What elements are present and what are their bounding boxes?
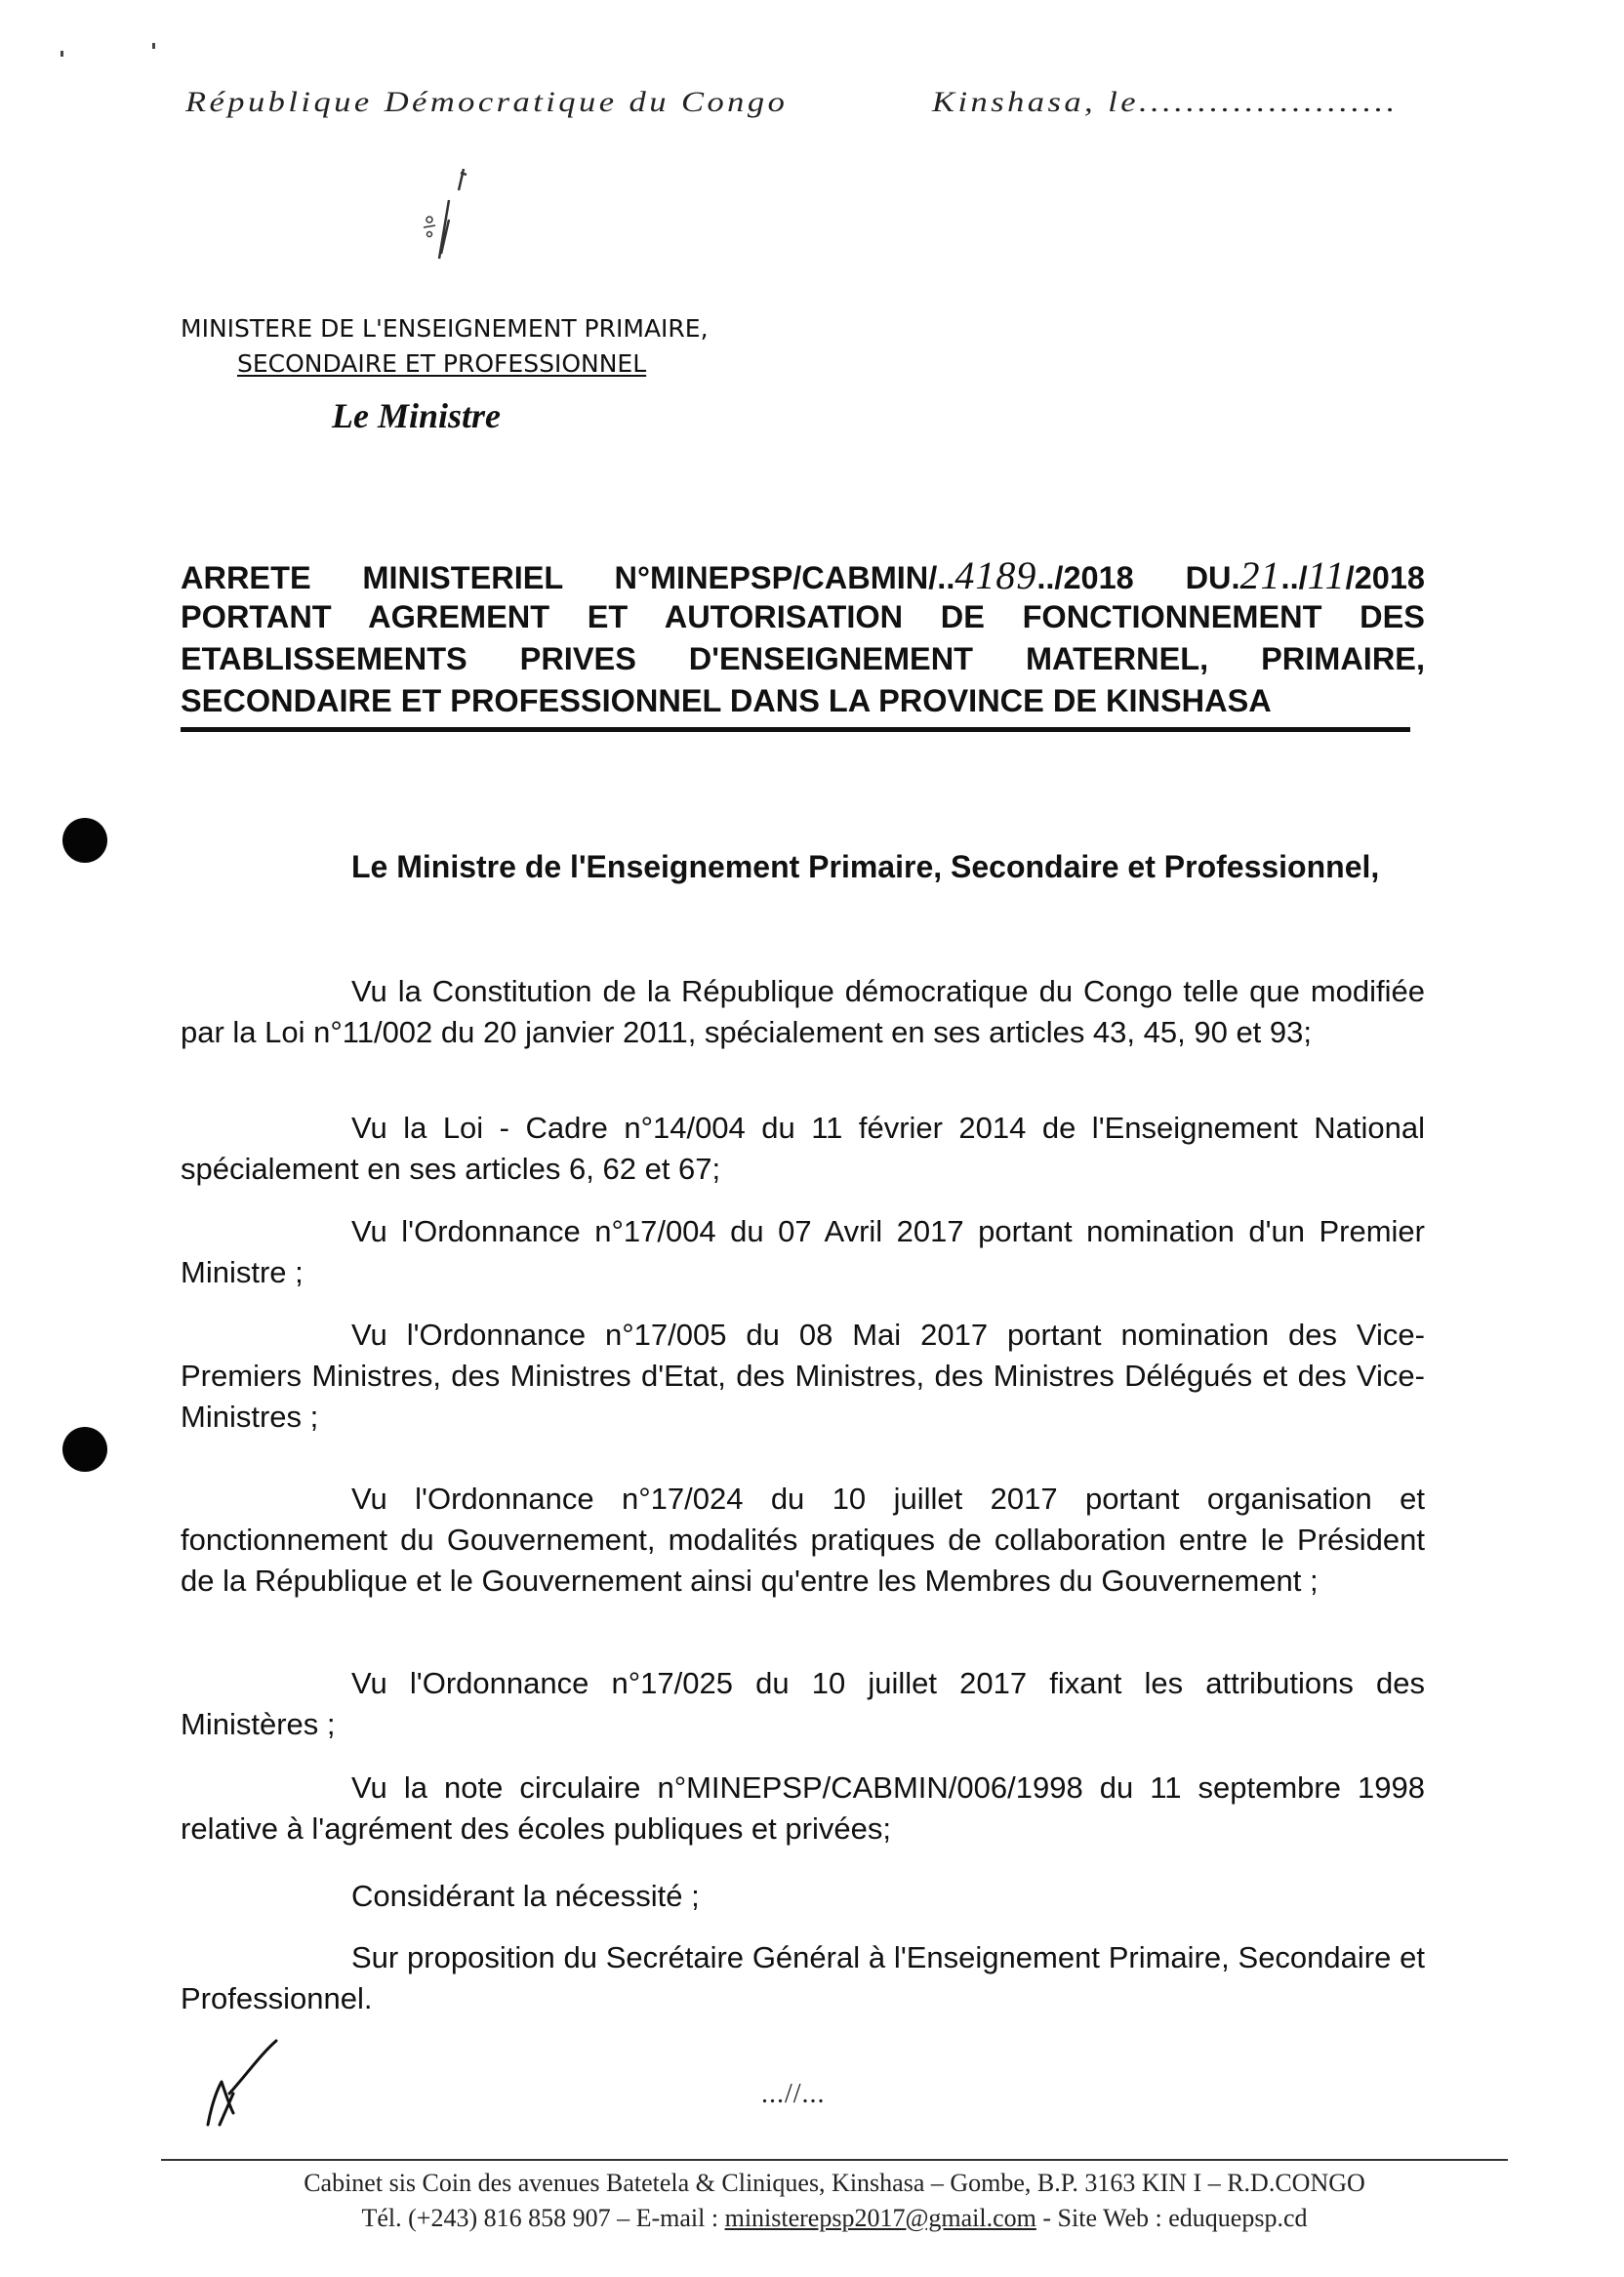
city-date-line — [932, 86, 1399, 119]
city-date-label: Kinshasa, le — [932, 86, 1140, 118]
decree-title-line1: ARRETE MINISTERIEL N°MINEPSP/CABMIN/..4189../2018 DU.21../11/2018 — [181, 553, 1426, 597]
punch-hole-bottom — [62, 1427, 107, 1472]
ministry-name-line2: SECONDAIRE ET PROFESSIONNEL — [237, 349, 647, 378]
official-mark-icon — [410, 161, 488, 268]
decree-number-handwritten: 4189 — [954, 553, 1037, 597]
city-date-dots: ...................... — [1139, 86, 1399, 118]
decree-title — [181, 554, 1425, 722]
continuation-mark: ...//... — [761, 2079, 826, 2109]
minister-script-title: Le Ministre — [332, 396, 502, 435]
decree-title-line3: ETABLISSEMENTS PRIVES D'ENSEIGNEMENT MATERNEL, PRIMAIRE, — [181, 641, 1425, 676]
considerant-loi-cadre: Vu la Loi - Cadre n°14/004 du 11 février 2014 de l'Enseignement National spécialement en ses articles 6, 62 et 67; — [181, 1111, 1425, 1186]
considerant-ordonnance-17-004: Vu l'Ordonnance n°17/004 du 07 Avril 2017 portant nomination d'un Premier Ministre ; — [181, 1214, 1425, 1289]
considerant-necessite: Considérant la nécessité ; — [351, 1879, 700, 1913]
scan-mark — [61, 51, 63, 57]
footer-website: - Site Web : eduquepsp.cd — [1035, 2204, 1308, 2232]
republic-heading: République Démocratique du Congo — [185, 86, 789, 118]
decree-title-line2: PORTANT AGREMENT ET AUTORISATION DE FONCTIONNEMENT DES — [181, 599, 1425, 634]
footer-email-link[interactable]: ministerepsp2017@gmail.com — [724, 2204, 1036, 2232]
initials-signature-icon — [200, 2035, 288, 2133]
considerant-ordonnance-17-005: Vu l'Ordonnance n°17/005 du 08 Mai 2017 portant nomination des Vice-Premiers Ministres, des Ministres d'Etat, des Ministres, des Ministres Délégués et des Vice-Ministres ; — [181, 1318, 1425, 1434]
decree-month-handwritten: 11 — [1307, 553, 1346, 597]
scan-mark — [152, 43, 155, 49]
considerant-ordonnance-17-024: Vu l'Ordonnance n°17/024 du 10 juillet 2017 portant organisation et fonctionnement du Gouvernement, modalités pratiques de collaboration entre le Président de la République et le Gouvernement ainsi qu'entre les Membres du Gouvernement ; — [181, 1482, 1425, 1598]
considerant-constitution: Vu la Constitution de la République démocratique du Congo telle que modifiée par la Loi n°11/002 du 20 janvier 2011, spécialement en ses articles 43, 45, 90 et 93; — [181, 974, 1425, 1049]
intro-minister: Le Ministre de l'Enseignement Primaire, Secondaire et Professionnel, — [351, 849, 1380, 884]
considerant-note-circulaire: Vu la note circulaire n°MINEPSP/CABMIN/006/1998 du 11 septembre 1998 relative à l'agrément des écoles publiques et privées; — [181, 1770, 1425, 1846]
footer-contact — [161, 2204, 1508, 2233]
punch-hole-top — [62, 818, 107, 863]
footer-phone: Tél. (+243) 816 858 907 – E-mail : — [361, 2204, 725, 2232]
considerant-proposition: Sur proposition du Secrétaire Général à l'Enseignement Primaire, Secondaire et Professionnel. — [181, 1940, 1425, 2015]
footer-rule — [161, 2159, 1508, 2161]
title-underline — [181, 727, 1410, 732]
decree-day-handwritten: 21 — [1239, 553, 1281, 597]
considerant-ordonnance-17-025: Vu l'Ordonnance n°17/025 du 10 juillet 2017 fixant les attributions des Ministères ; — [181, 1666, 1425, 1741]
decree-title-line4: SECONDAIRE ET PROFESSIONNEL DANS LA PROVINCE DE KINSHASA — [181, 683, 1272, 718]
footer-address: Cabinet sis Coin des avenues Batetela & Cliniques, Kinshasa – Gombe, B.P. 3163 KIN I – R.D.CONGO — [304, 2169, 1365, 2197]
ministry-name-line1: MINISTERE DE L'ENSEIGNEMENT PRIMAIRE, — [181, 314, 709, 343]
